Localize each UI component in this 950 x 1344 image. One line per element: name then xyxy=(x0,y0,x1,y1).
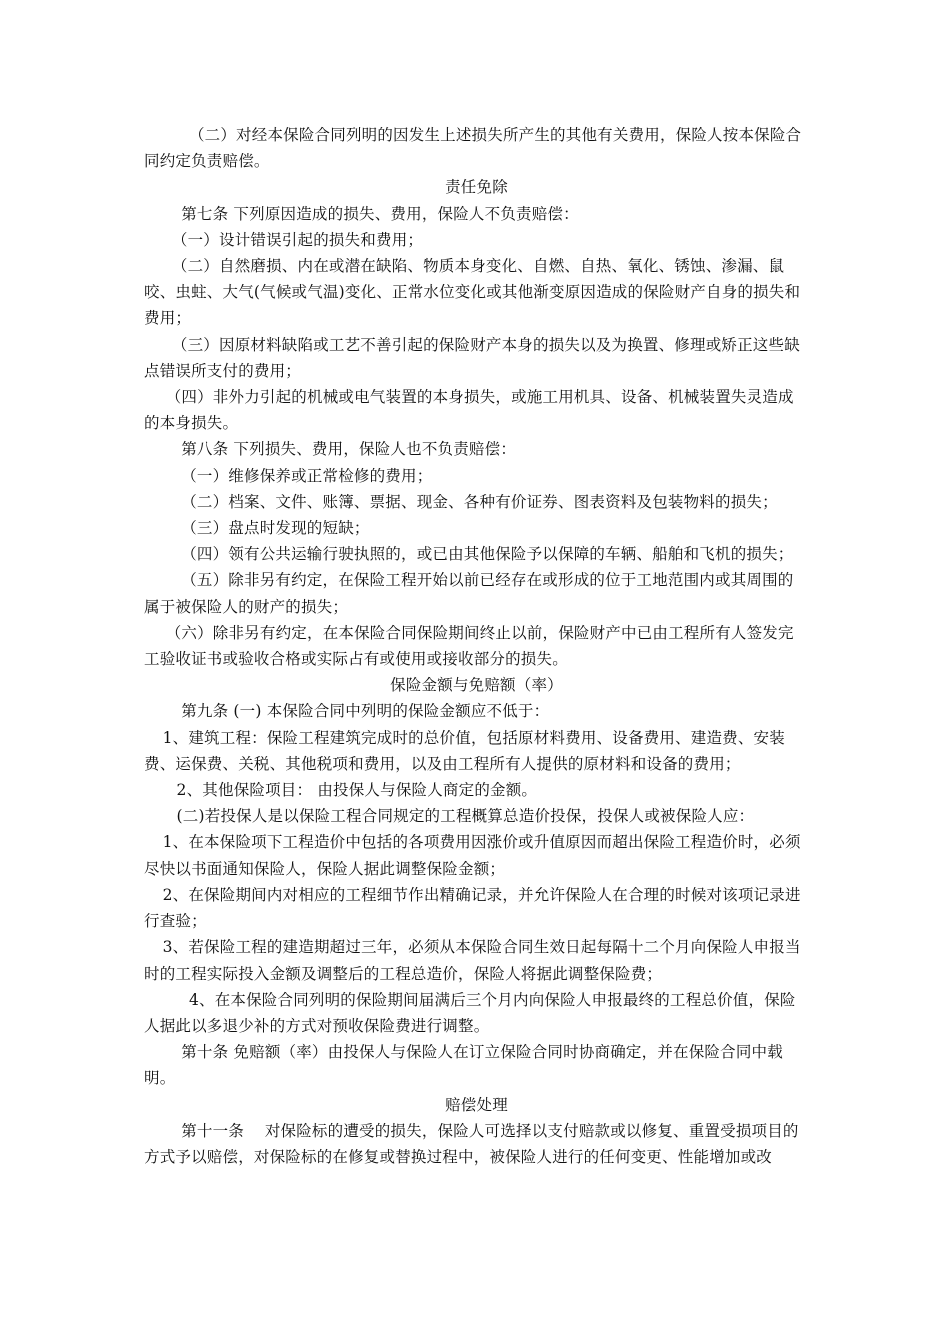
paragraph: 2、在保险期间内对相应的工程细节作出精确记录，并允许保险人在合理的时候对该项记录进行查验； xyxy=(144,885,801,931)
paragraph: （三）盘点时发现的短缺； xyxy=(181,519,370,538)
paragraph: 第九条 (一) 本保险合同中列明的保险金额应不低于： xyxy=(181,702,550,721)
paragraph: （四）非外力引起的机械或电气装置的本身损失，或施工用机具、设备、机械装置失灵造成的本身损失。 xyxy=(144,388,794,433)
paragraph: 第七条 下列原因造成的损失、费用，保险人不负责赔偿： xyxy=(181,204,579,223)
paragraph: （二）档案、文件、账簿、票据、现金、各种有价证券、图表资料及包装物料的损失； xyxy=(181,492,778,511)
section-heading: 赔偿处理 xyxy=(445,1095,508,1114)
paragraph: 4、在本保险合同列明的保险期间届满后三个月内向保险人申报最终的工程总价值，保险人据此以多退少补的方式对预收保险费进行调整。 xyxy=(144,990,796,1035)
document-body xyxy=(144,122,809,1170)
section-heading: 责任免除 xyxy=(445,178,508,197)
paragraph: （一）维修保养或正常检修的费用； xyxy=(181,466,433,485)
paragraph: （五）除非另有约定，在保险工程开始以前已经存在或形成的位于工地范围内或其周围的属于被保险人的财产的损失； xyxy=(144,571,794,616)
paragraph: （二）对经本保险合同列明的因发生上述损失所产生的其他有关费用，保险人按本保险合同约定负责赔偿。 xyxy=(144,126,802,171)
section-heading: 保险金额与免赔额（率） xyxy=(390,676,563,695)
paragraph: （六）除非另有约定，在本保险合同保险期间终止以前，保险财产中已由工程所有人签发完工验收证书或验收合格或实际占有或使用或接收部分的损失。 xyxy=(144,623,794,669)
paragraph: （一）设计错误引起的损失和费用； xyxy=(171,230,424,249)
paragraph: 第十一条 对保险标的遭受的损失，保险人可选择以支付赔款或以修复、重置受损项目的方式予以赔偿，对保险标的在修复或替换过程中，被保险人进行的任何变更、性能增加或改 xyxy=(144,1121,799,1166)
paragraph: 3、若保险工程的建造期超过三年，必须从本保险合同生效日起每隔十二个月向保险人申报当时的工程实际投入金额及调整后的工程总造价，保险人将据此调整保险费； xyxy=(144,938,801,983)
paragraph: 第八条 下列损失、费用，保险人也不负责赔偿： xyxy=(181,440,517,459)
paragraph: 2、其他保险项目： 由投保人与保险人商定的金额。 xyxy=(176,781,538,800)
paragraph: 1、在本保险项下工程造价中包括的各项费用因涨价或升值原因而超出保险工程造价时，必须尽快以书面通知保险人，保险人据此调整保险金额； xyxy=(144,833,801,878)
paragraph: 第十条 免赔额（率）由投保人与保险人在订立保险合同时协商确定，并在保险合同中载明。 xyxy=(144,1043,783,1088)
paragraph: （二）自然磨损、内在或潜在缺陷、物质本身变化、自燃、自热、氧化、锈蚀、渗漏、鼠咬、虫蛀、大气(气候或气温)变化、正常水位变化或其他渐变原因造成的保险财产自身的损失和费用； xyxy=(144,257,801,328)
paragraph: (二)若投保人是以保险工程合同规定的工程概算总造价投保，投保人或被保险人应： xyxy=(176,807,755,826)
paragraph: 1、建筑工程：保险工程建筑完成时的总价值，包括原材料费用、设备费用、建造费、安装费、运保费、关税、其他税项和费用，以及由工程所有人提供的原材料和设备的费用； xyxy=(144,728,785,773)
paragraph: （四）领有公共运输行驶执照的，或已由其他保险予以保障的车辆、船舶和飞机的损失； xyxy=(181,545,794,564)
paragraph: （三）因原材料缺陷或工艺不善引起的保险财产本身的损失以及为换置、修理或矫正这些缺点错误所支付的费用； xyxy=(144,335,800,380)
